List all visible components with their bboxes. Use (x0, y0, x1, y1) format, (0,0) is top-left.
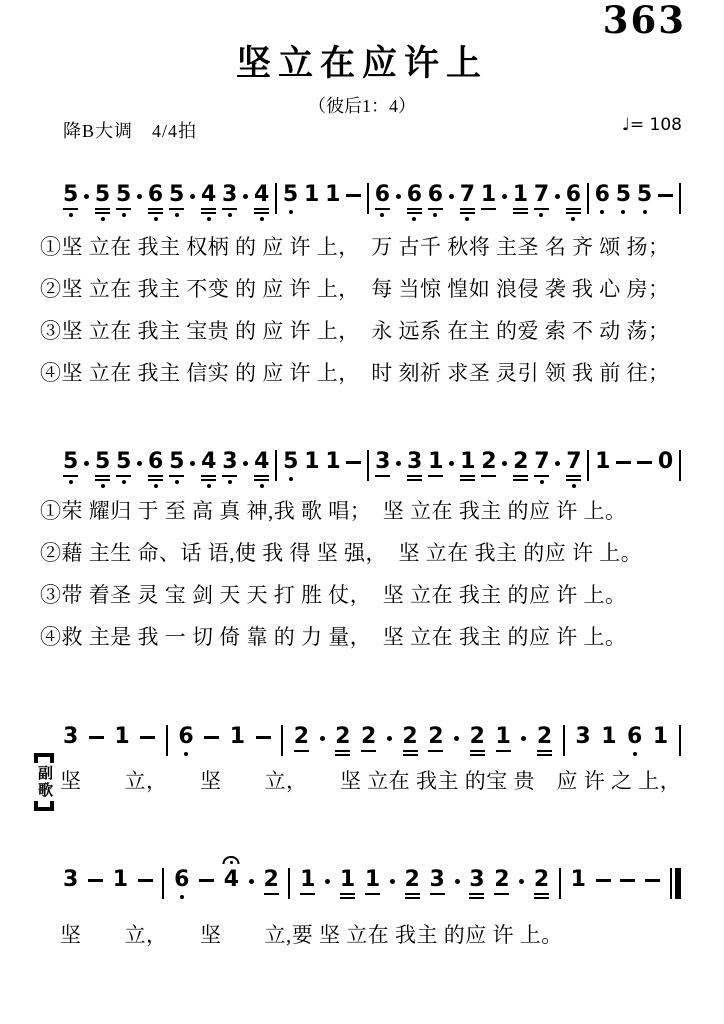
note-5: 5 (169, 450, 184, 484)
note-5: 5 (116, 183, 131, 217)
verse1-line-1: ①坚 立在 我主 权柄 的 应 许 上， 万 古千 秋将 主圣 名 齐 颂 扬； (40, 235, 670, 259)
note-1: 1 (304, 449, 320, 474)
note-2: 2 (494, 868, 509, 895)
barline (162, 868, 164, 899)
note-0: 0 (657, 449, 674, 474)
note-6: 6 (148, 183, 163, 221)
barline (275, 450, 277, 481)
note-7: 7 (534, 450, 549, 484)
barline (679, 450, 681, 481)
augmentation-dot (249, 879, 254, 884)
barline (587, 183, 589, 214)
note-5: 5 (283, 450, 298, 481)
final-line: 坚 立， 坚 立,要 坚 立在 我主 的应 许 上。 (60, 923, 563, 947)
note-1: 1 (570, 867, 586, 892)
note-3: 3 (222, 183, 237, 217)
note-2: 2 (537, 725, 552, 756)
verse2-line-1: ①荣 耀归 于 至 高 真 神,我 歌 唱； 坚 立在 我主 的应 许 上。 (40, 499, 627, 523)
notation-line-2 (63, 450, 681, 488)
note-5: 5 (616, 183, 631, 214)
note-2: 2 (428, 725, 443, 752)
barline (587, 450, 589, 481)
duration-dash (346, 194, 361, 197)
barline (679, 725, 681, 756)
note-1: 1 (496, 725, 511, 752)
augmentation-dot (455, 879, 460, 884)
note-6: 6 (407, 183, 422, 221)
note-2: 2 (481, 450, 496, 477)
verse1-line-4: ④坚 立在 我主 信实 的 应 许 上， 时 刻祈 求圣 灵引 领 我 前 往； (40, 361, 670, 385)
note-2: 2 (402, 725, 417, 756)
duration-dash (596, 879, 611, 882)
augmentation-dot (137, 194, 142, 199)
note-2: 2 (294, 725, 309, 752)
barline (367, 183, 369, 214)
barline (288, 868, 290, 899)
augmentation-dot (243, 461, 248, 466)
note-5: 5 (116, 450, 131, 484)
note-6: 6 (595, 183, 610, 214)
note-6: 6 (566, 183, 581, 221)
note-5: 5 (169, 183, 184, 217)
note-1: 1 (325, 182, 341, 207)
note-4: 4 (224, 868, 239, 892)
duration-dash (658, 194, 673, 197)
duration-dash (645, 879, 660, 882)
augmentation-dot (387, 736, 392, 741)
verse1-line-3: ③坚 立在 我主 宝贵 的 应 许 上， 永 远系 在主 的爱 索 不 动 荡； (40, 319, 670, 343)
note-5: 5 (283, 183, 298, 214)
note-1: 1 (112, 867, 128, 892)
notation-line-1 (63, 183, 681, 221)
note-4: 4 (254, 450, 269, 488)
chorus-line: 坚 立， 坚 立， 坚 立在 我主 的宝 贵 应 许 之 上， (60, 769, 682, 793)
note-1: 1 (652, 724, 669, 749)
barline (166, 725, 168, 756)
note-3: 3 (63, 724, 79, 749)
note-5: 5 (63, 183, 78, 217)
note-1: 1 (601, 724, 617, 749)
note-4: 4 (201, 183, 216, 221)
bracket-top-icon (34, 753, 54, 763)
augmentation-dot (502, 194, 507, 199)
augmentation-dot (84, 461, 89, 466)
scripture-reference: （彼后1：4） (308, 96, 416, 116)
note-1: 1 (481, 183, 496, 210)
duration-dash (616, 461, 631, 464)
note-3: 3 (430, 868, 445, 895)
note-3: 3 (407, 450, 422, 481)
augmentation-dot (449, 194, 454, 199)
augmentation-dot (396, 194, 401, 199)
verse2-line-2: ②藉 主生 命、话 语,使 我 得 坚 强， 坚 立在 我主 的应 许 上。 (40, 541, 643, 565)
note-2: 2 (335, 725, 350, 756)
augmentation-dot (190, 194, 195, 199)
augmentation-dot (519, 879, 524, 884)
verse1-line-2: ②坚 立在 我主 不变 的 应 许 上， 每 当惊 惶如 浪侵 袭 我 心 房； (40, 277, 670, 301)
note-5: 5 (95, 183, 110, 221)
note-1: 1 (513, 183, 528, 214)
note-6: 6 (178, 725, 193, 756)
verse2-line-3: ③带 着圣 灵 宝 剑 天 天 打 胜 仗， 坚 立在 我主 的应 许 上。 (40, 583, 627, 607)
page-title: 坚立在应许上 (235, 44, 488, 83)
note-2: 2 (361, 725, 376, 752)
note-7: 7 (460, 183, 475, 221)
note-6: 6 (148, 450, 163, 488)
note-7: 7 (566, 450, 581, 488)
note-5: 5 (63, 450, 78, 484)
augmentation-dot (390, 879, 395, 884)
key-signature: 降B大调 4/4拍 (63, 121, 198, 141)
duration-dash (620, 879, 635, 882)
augmentation-dot (320, 736, 325, 741)
augmentation-dot (555, 461, 560, 466)
note-6: 6 (627, 725, 642, 756)
note-3: 3 (469, 868, 484, 899)
duration-dash (138, 879, 153, 882)
chorus-label-text: 副歌 (36, 765, 52, 799)
note-5: 5 (637, 183, 652, 214)
note-2: 2 (405, 868, 420, 899)
note-5: 5 (95, 450, 110, 488)
duration-dash (199, 879, 214, 882)
note-1: 1 (428, 450, 443, 477)
note-6: 6 (375, 183, 390, 217)
note-1: 1 (325, 449, 341, 474)
barline (281, 725, 283, 756)
note-2: 2 (534, 868, 549, 899)
note-1: 1 (340, 868, 355, 899)
tempo-marking: ♩= 108 (621, 115, 682, 135)
note-4: 4 (201, 450, 216, 488)
note-1: 1 (229, 724, 246, 749)
bracket-bottom-icon (34, 801, 54, 811)
note-6: 6 (174, 868, 189, 899)
barline (367, 450, 369, 481)
note-3: 3 (375, 450, 390, 477)
final-barline (670, 868, 681, 899)
augmentation-dot (84, 194, 89, 199)
note-3: 3 (222, 450, 237, 484)
augmentation-dot (454, 736, 459, 741)
note-2: 2 (470, 725, 485, 756)
note-1: 1 (365, 868, 380, 895)
note-6: 6 (428, 183, 443, 217)
note-7: 7 (534, 183, 549, 217)
barline (679, 183, 681, 214)
verse2-line-4: ④救 主是 我 一 切 倚 靠 的 力 量， 坚 立在 我主 的应 许 上。 (40, 625, 627, 649)
barline (559, 868, 561, 899)
note-4: 4 (254, 183, 269, 221)
barline (275, 183, 277, 214)
augmentation-dot (449, 461, 454, 466)
duration-dash (88, 879, 103, 882)
duration-dash (637, 461, 652, 464)
augmentation-dot (521, 736, 526, 741)
chorus-label (33, 753, 55, 811)
augmentation-dot (137, 461, 142, 466)
augmentation-dot (502, 461, 507, 466)
fermata-icon (223, 856, 240, 864)
note-1: 1 (300, 868, 315, 895)
augmentation-dot (190, 461, 195, 466)
note-1: 1 (460, 450, 475, 481)
augmentation-dot (243, 194, 248, 199)
augmentation-dot (396, 461, 401, 466)
duration-dash (140, 736, 155, 739)
note-1: 1 (595, 449, 611, 474)
note-1: 1 (114, 724, 130, 749)
augmentation-dot (555, 194, 560, 199)
note-1: 1 (303, 182, 320, 207)
note-2: 2 (513, 450, 528, 481)
notation-line-4 (63, 868, 681, 899)
hymn-number: 363 (602, 0, 686, 42)
duration-dash (89, 736, 104, 739)
barline (563, 725, 565, 756)
duration-dash (346, 461, 361, 464)
note-3: 3 (63, 867, 79, 892)
duration-dash (256, 736, 271, 739)
note-2: 2 (263, 868, 278, 895)
note-3: 3 (575, 724, 591, 749)
augmentation-dot (325, 879, 330, 884)
notation-line-3 (63, 725, 681, 756)
duration-dash (204, 736, 219, 739)
